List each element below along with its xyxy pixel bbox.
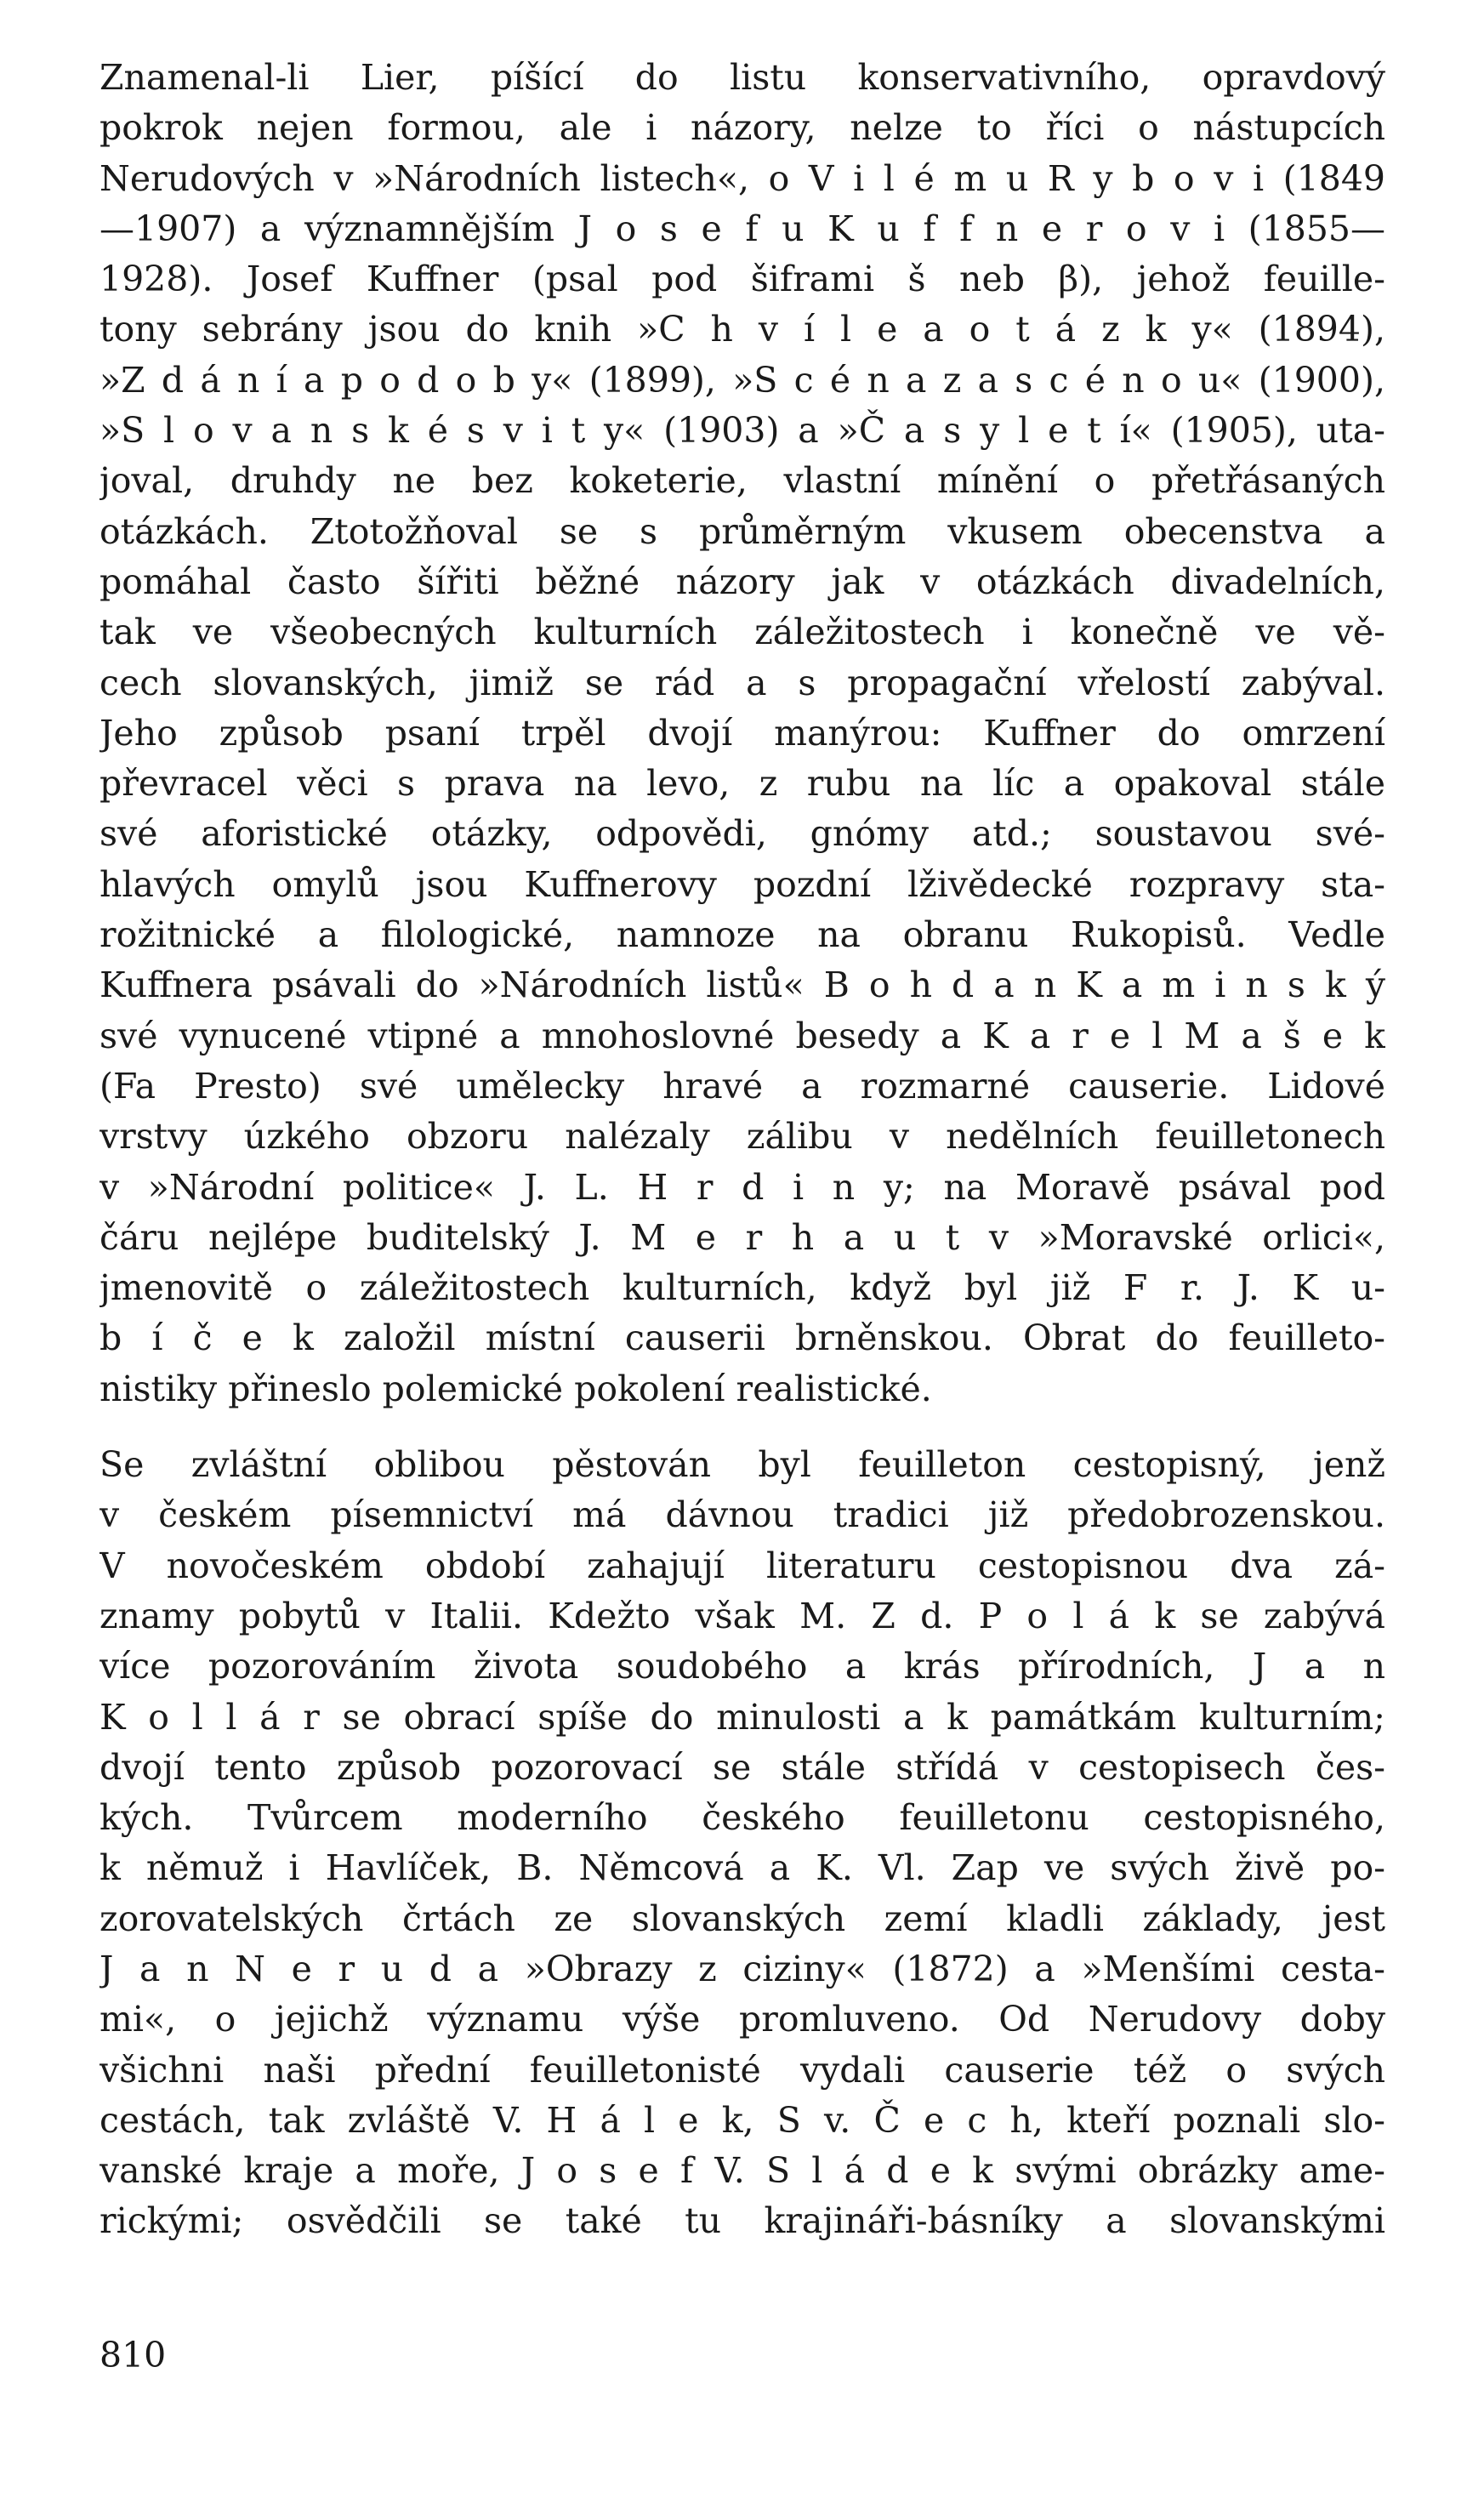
text-line: cestách, tak zvláště V. H á l e k, S v. Č e c h, kteří poznali slo-: [100, 2099, 1385, 2141]
text-line: vrstvy úzkého obzoru nalézaly zálibu v nedělních feuilletonech: [100, 1116, 1385, 1158]
text-line: joval, druhdy ne bez koketerie, vlastní mínění o přetřásaných: [100, 460, 1385, 502]
paragraph-1: [100, 53, 1385, 1414]
text-line: Jeho způsob psaní trpěl dvojí manýrou: Kuffner do omrzení: [100, 712, 1385, 754]
text-line: rickými; osvědčili se také tu krajináři-básníky a slovanskými: [100, 2200, 1385, 2242]
text-line: všichni naši přední feuilletonisté vydali causerie též o svých: [100, 2049, 1385, 2091]
text-line: více pozorováním života soudobého a krás přírodních, J a n: [100, 1646, 1385, 1687]
text-line: čáru nejlépe buditelský J. M e r h a u t v »Moravské orlici«,: [100, 1216, 1385, 1258]
text-line: Se zvláštní oblibou pěstován byl feuilleton cestopisný, jenž: [100, 1444, 1385, 1486]
text-line: jmenovitě o záležitostech kulturních, když byl již F r. J. K u-: [100, 1267, 1385, 1309]
text-line: tony sebrány jsou do knih »C h v í l e a o t á z k y« (1894),: [100, 309, 1385, 350]
text-line: —1907) a významnějším J o s e f u K u f f n e r o v i (1855—: [100, 208, 1385, 249]
text-line: Nerudových v »Národních listech«, o V i l é m u R y b o v i (1849: [100, 157, 1385, 199]
text-line: rožitnické a filologické, namnoze na obranu Rukopisů. Vedle: [100, 914, 1385, 956]
text-line: pokrok nejen formou, ale i názory, nelze to říci o nástupcích: [100, 107, 1385, 149]
page-number: 810: [100, 2335, 167, 2376]
text-line: znamy pobytů v Italii. Kdežto však M. Z d. P o l á k se zabývá: [100, 1595, 1385, 1636]
text-line: »Z d á n í a p o d o b y« (1899), »S c é n a z a s c é n o u« (1900),: [100, 359, 1385, 401]
text-line: své aforistické otázky, odpovědi, gnómy atd.; soustavou své-: [100, 813, 1385, 855]
text-line: nistiky přineslo polemické pokolení realistické.: [100, 1368, 932, 1409]
text-line: dvojí tento způsob pozorovací se stále střídá v cestopisech čes-: [100, 1746, 1385, 1788]
text-line: převracel věci s prava na levo, z rubu na líc a opakoval stále: [100, 763, 1385, 805]
text-line: v »Národní politice« J. L. H r d i n y; na Moravě psával pod: [100, 1166, 1385, 1208]
text-line: pomáhal často šířiti běžné názory jak v otázkách divadelních,: [100, 560, 1385, 602]
paragraph-spacer: [100, 1414, 1385, 1440]
text-line: cech slovanských, jimiž se rád a s propagační vřelostí zabýval.: [100, 662, 1385, 703]
text-line: Znamenal-li Lier, píšící do listu konservativního, opravdový: [100, 57, 1385, 98]
text-line: K o l l á r se obrací spíše do minulosti a k památkám kulturním;: [100, 1696, 1385, 1738]
text-line: mi«, o jejichž významu výše promluveno. Od Nerudovy doby: [100, 1999, 1385, 2040]
text-line: v českém písemnictví má dávnou tradici již předobrozenskou.: [100, 1494, 1385, 1536]
text-line: 1928). Josef Kuffner (psal pod šiframi š neb β), jehož feuille-: [100, 259, 1385, 300]
text-line: b í č e k založil místní causerii brněnskou. Obrat do feuilleto-: [100, 1317, 1385, 1359]
text-line: tak ve všeobecných kulturních záležitostech i konečně ve vě-: [100, 612, 1385, 653]
paragraph-2: [100, 1440, 1385, 2247]
text-line: otázkách. Ztotožňoval se s průměrným vkusem obecenstva a: [100, 510, 1385, 552]
text-line: vanské kraje a moře, J o s e f V. S l á d e k svými obrázky ame-: [100, 2150, 1385, 2192]
text-line: k němuž i Havlíček, B. Němcová a K. Vl. Zap ve svých živě po-: [100, 1847, 1385, 1889]
text-line: zorovatelských črtách ze slovanských zemí kladli základy, jest: [100, 1898, 1385, 1939]
text-line: kých. Tvůrcem moderního českého feuilletonu cestopisného,: [100, 1797, 1385, 1839]
text-line: J a n N e r u d a »Obrazy z ciziny« (1872) a »Menšími cesta-: [100, 1948, 1385, 1989]
text-line: své vynucené vtipné a mnohoslovné besedy a K a r e l M a š e k: [100, 1015, 1385, 1056]
text-line: hlavých omylů jsou Kuffnerovy pozdní lživědecké rozpravy sta-: [100, 863, 1385, 905]
page-body: [100, 53, 1385, 2247]
text-line: »S l o v a n s k é s v i t y« (1903) a »Č a s y l e t í« (1905), uta-: [100, 410, 1385, 452]
text-line: (Fa Presto) své umělecky hravé a rozmarné causerie. Lidové: [100, 1065, 1385, 1107]
text-line: V novočeském období zahajují literaturu cestopisnou dva zá-: [100, 1545, 1385, 1586]
text-line: Kuffnera psávali do »Národních listů« B o h d a n K a m i n s k ý: [100, 964, 1385, 1006]
